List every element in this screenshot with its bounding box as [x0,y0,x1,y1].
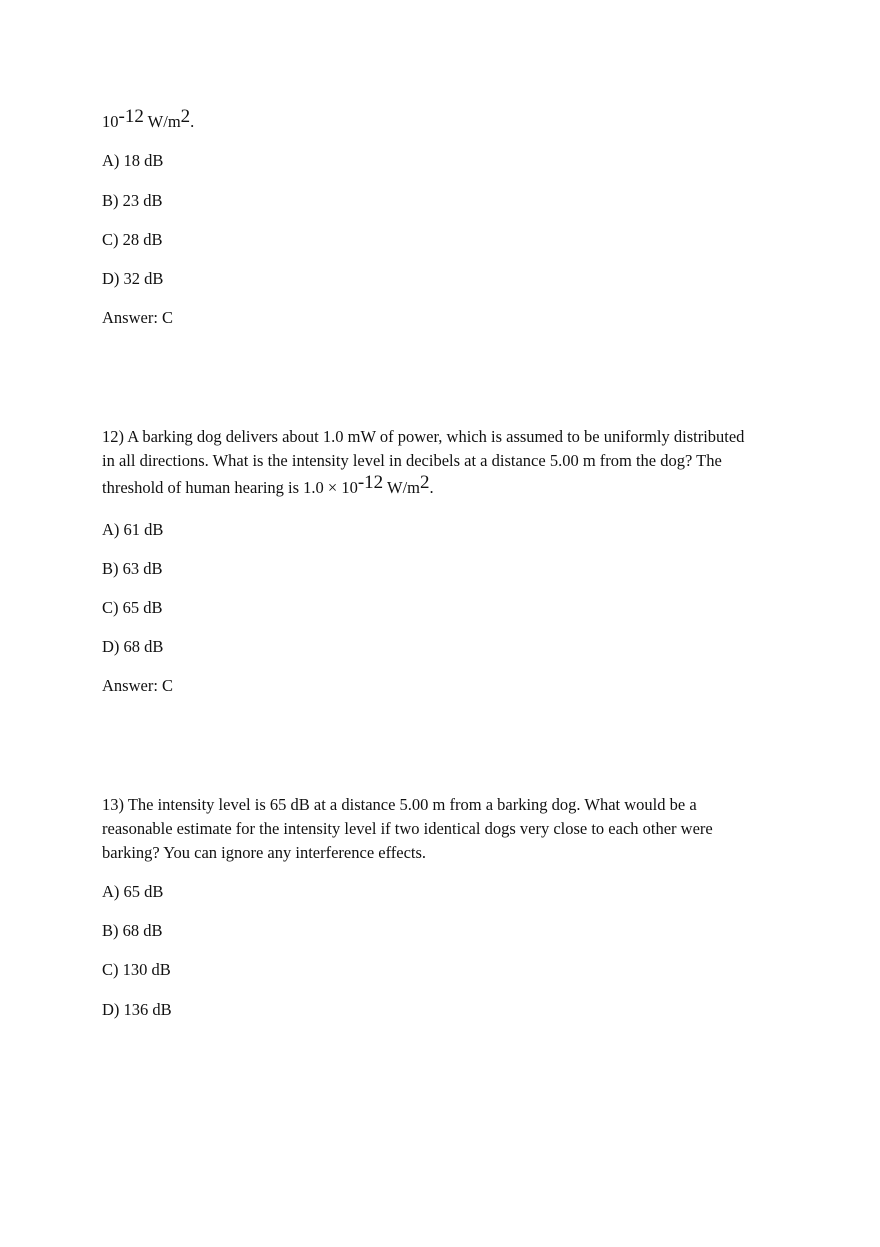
q12-exponent: -12 [357,472,384,493]
option-d: D) 32 dB [102,269,164,288]
q12-line-3 [102,472,792,500]
unit-exponent: 2 [180,106,191,127]
option-a: A) 18 dB [102,151,164,170]
option-c: C) 28 dB [102,230,163,249]
q13-line-2: reasonable estimate for the intensity level if two identical dogs very close to each other were [102,819,713,838]
answer: Answer: C [102,308,174,327]
exponent: -12 [118,106,144,127]
unit-text: W/m [143,112,181,131]
base-text: 10 [102,112,119,131]
q12-line-3-text: threshold of human hearing is 1.0 × 10 [102,478,358,497]
q13-option-d: D) 136 dB [102,1000,172,1019]
question-12-text [102,425,792,500]
q13-option-b: B) 68 dB [102,921,163,940]
previous-question-tail [102,106,195,132]
q13-line-1: 13) The intensity level is 65 dB at a distance 5.00 m from a barking dog. What would be a [102,795,697,814]
option-b: B) 23 dB [102,191,163,210]
q12-option-d: D) 68 dB [102,637,164,656]
question-13-text [102,793,792,865]
q12-line-2: in all directions. What is the intensity level in decibels at a distance 5.00 m from the dog? The [102,451,722,470]
q13-option-a: A) 65 dB [102,882,164,901]
q12-option-b: B) 63 dB [102,559,163,578]
q12-unit-exponent: 2 [420,472,430,493]
q12-option-c: C) 65 dB [102,598,163,617]
q13-option-c: C) 130 dB [102,960,171,979]
q12-option-a: A) 61 dB [102,520,164,539]
q12-unit: W/m [383,478,421,497]
q12-answer: Answer: C [102,676,174,695]
q12-line-1: 12) A barking dog delivers about 1.0 mW of power, which is assumed to be uniformly distributed [102,427,745,446]
q12-end-punct: . [429,478,434,497]
end-punct: . [190,112,195,131]
q13-line-3: barking? You can ignore any interference effects. [102,843,427,862]
